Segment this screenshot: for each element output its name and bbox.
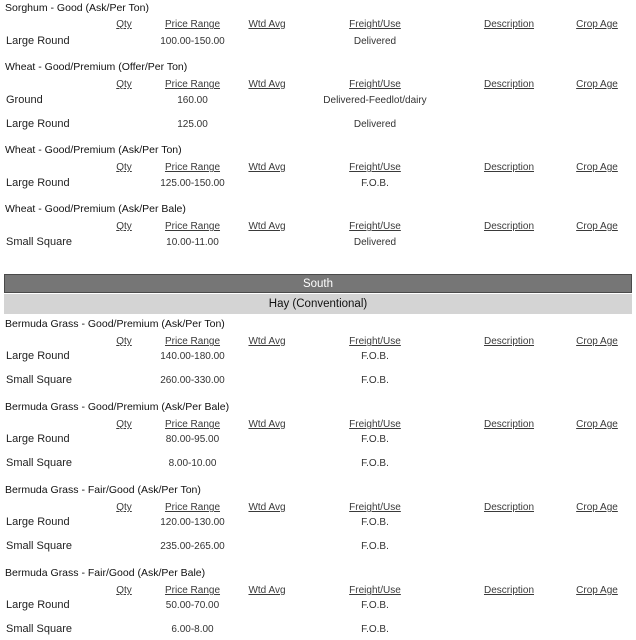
header-price-range: Price Range [164, 502, 221, 513]
row-label: Small Square [6, 540, 73, 552]
row-freight: F.O.B. [361, 517, 389, 528]
header-description: Description [483, 19, 535, 30]
header-crop-age: Crop Age [576, 502, 618, 513]
header-price-range: Price Range [164, 221, 221, 232]
section-title: Bermuda Grass - Good/Premium (Ask/Per Ton) [5, 318, 225, 330]
row-label: Large Round [6, 118, 70, 130]
row-freight: F.O.B. [361, 178, 389, 189]
header-description: Description [483, 79, 535, 90]
header-freight-use: Freight/Use [349, 162, 401, 173]
row-price-range: 120.00-130.00 [160, 517, 225, 528]
header-description: Description [483, 162, 535, 173]
header-description: Description [483, 502, 535, 513]
row-price-range: 6.00-8.00 [171, 624, 214, 635]
section-title: Wheat - Good/Premium (Ask/Per Bale) [5, 203, 186, 215]
row-freight: F.O.B. [361, 600, 389, 611]
row-price-range: 235.00-265.00 [160, 541, 225, 552]
header-freight-use: Freight/Use [349, 585, 401, 596]
section-title: Sorghum - Good (Ask/Per Ton) [5, 2, 149, 14]
row-price-range: 8.00-10.00 [168, 458, 217, 469]
header-crop-age: Crop Age [576, 336, 618, 347]
row-freight: F.O.B. [361, 458, 389, 469]
header-crop-age: Crop Age [576, 162, 618, 173]
row-freight: Delivered-Feedlot/dairy [323, 95, 427, 106]
header-description: Description [483, 336, 535, 347]
header-wtd-avg: Wtd Avg [248, 502, 286, 513]
header-price-range: Price Range [164, 19, 221, 30]
row-label: Small Square [6, 236, 73, 248]
category-band-hay: Hay (Conventional) [4, 294, 632, 314]
row-label: Ground [6, 94, 43, 106]
header-wtd-avg: Wtd Avg [248, 585, 286, 596]
row-price-range: 140.00-180.00 [160, 351, 225, 362]
section-title: Bermuda Grass - Fair/Good (Ask/Per Ton) [5, 484, 201, 496]
row-label: Large Round [6, 516, 70, 528]
row-label: Large Round [6, 177, 70, 189]
header-freight-use: Freight/Use [349, 221, 401, 232]
header-qty: Qty [116, 221, 132, 232]
header-wtd-avg: Wtd Avg [248, 19, 286, 30]
header-description: Description [483, 419, 535, 430]
header-freight-use: Freight/Use [349, 19, 401, 30]
header-price-range: Price Range [164, 162, 221, 173]
header-description: Description [483, 221, 535, 232]
header-freight-use: Freight/Use [349, 79, 401, 90]
row-price-range: 125.00 [177, 119, 208, 130]
row-freight: F.O.B. [361, 375, 389, 386]
header-wtd-avg: Wtd Avg [248, 221, 286, 232]
header-qty: Qty [116, 336, 132, 347]
section-title: Wheat - Good/Premium (Ask/Per Ton) [5, 144, 182, 156]
row-label: Large Round [6, 35, 70, 47]
section-title: Wheat - Good/Premium (Offer/Per Ton) [5, 61, 188, 73]
header-wtd-avg: Wtd Avg [248, 336, 286, 347]
row-freight: F.O.B. [361, 351, 389, 362]
section-title: Bermuda Grass - Good/Premium (Ask/Per Bale) [5, 401, 230, 413]
header-qty: Qty [116, 502, 132, 513]
header-freight-use: Freight/Use [349, 419, 401, 430]
row-price-range: 125.00-150.00 [160, 178, 225, 189]
row-freight: Delivered [353, 36, 397, 47]
row-price-range: 10.00-11.00 [166, 237, 219, 248]
header-crop-age: Crop Age [576, 585, 618, 596]
header-crop-age: Crop Age [576, 221, 618, 232]
row-label: Large Round [6, 599, 70, 611]
row-label: Small Square [6, 457, 73, 469]
header-wtd-avg: Wtd Avg [248, 419, 286, 430]
row-freight: F.O.B. [361, 541, 389, 552]
region-band-south: South [4, 274, 632, 293]
row-freight: Delivered [353, 237, 397, 248]
header-crop-age: Crop Age [576, 419, 618, 430]
header-qty: Qty [116, 419, 132, 430]
row-label: Large Round [6, 433, 70, 445]
header-crop-age: Crop Age [576, 79, 618, 90]
header-qty: Qty [116, 19, 132, 30]
header-price-range: Price Range [164, 585, 221, 596]
row-freight: F.O.B. [361, 434, 389, 445]
row-freight: Delivered [353, 119, 397, 130]
header-qty: Qty [116, 162, 132, 173]
header-freight-use: Freight/Use [349, 336, 401, 347]
row-price-range: 100.00-150.00 [160, 36, 225, 47]
header-price-range: Price Range [164, 336, 221, 347]
header-price-range: Price Range [164, 79, 221, 90]
header-description: Description [483, 585, 535, 596]
row-label: Large Round [6, 350, 70, 362]
header-price-range: Price Range [164, 419, 221, 430]
header-crop-age: Crop Age [576, 19, 618, 30]
row-freight: F.O.B. [361, 624, 389, 635]
row-price-range: 160.00 [177, 95, 208, 106]
row-price-range: 260.00-330.00 [160, 375, 225, 386]
header-qty: Qty [116, 585, 132, 596]
header-freight-use: Freight/Use [349, 502, 401, 513]
row-price-range: 80.00-95.00 [165, 434, 220, 445]
row-label: Small Square [6, 623, 73, 635]
row-label: Small Square [6, 374, 73, 386]
header-wtd-avg: Wtd Avg [248, 162, 286, 173]
section-title: Bermuda Grass - Fair/Good (Ask/Per Bale) [5, 567, 206, 579]
row-price-range: 50.00-70.00 [165, 600, 220, 611]
header-qty: Qty [116, 79, 132, 90]
header-wtd-avg: Wtd Avg [248, 79, 286, 90]
